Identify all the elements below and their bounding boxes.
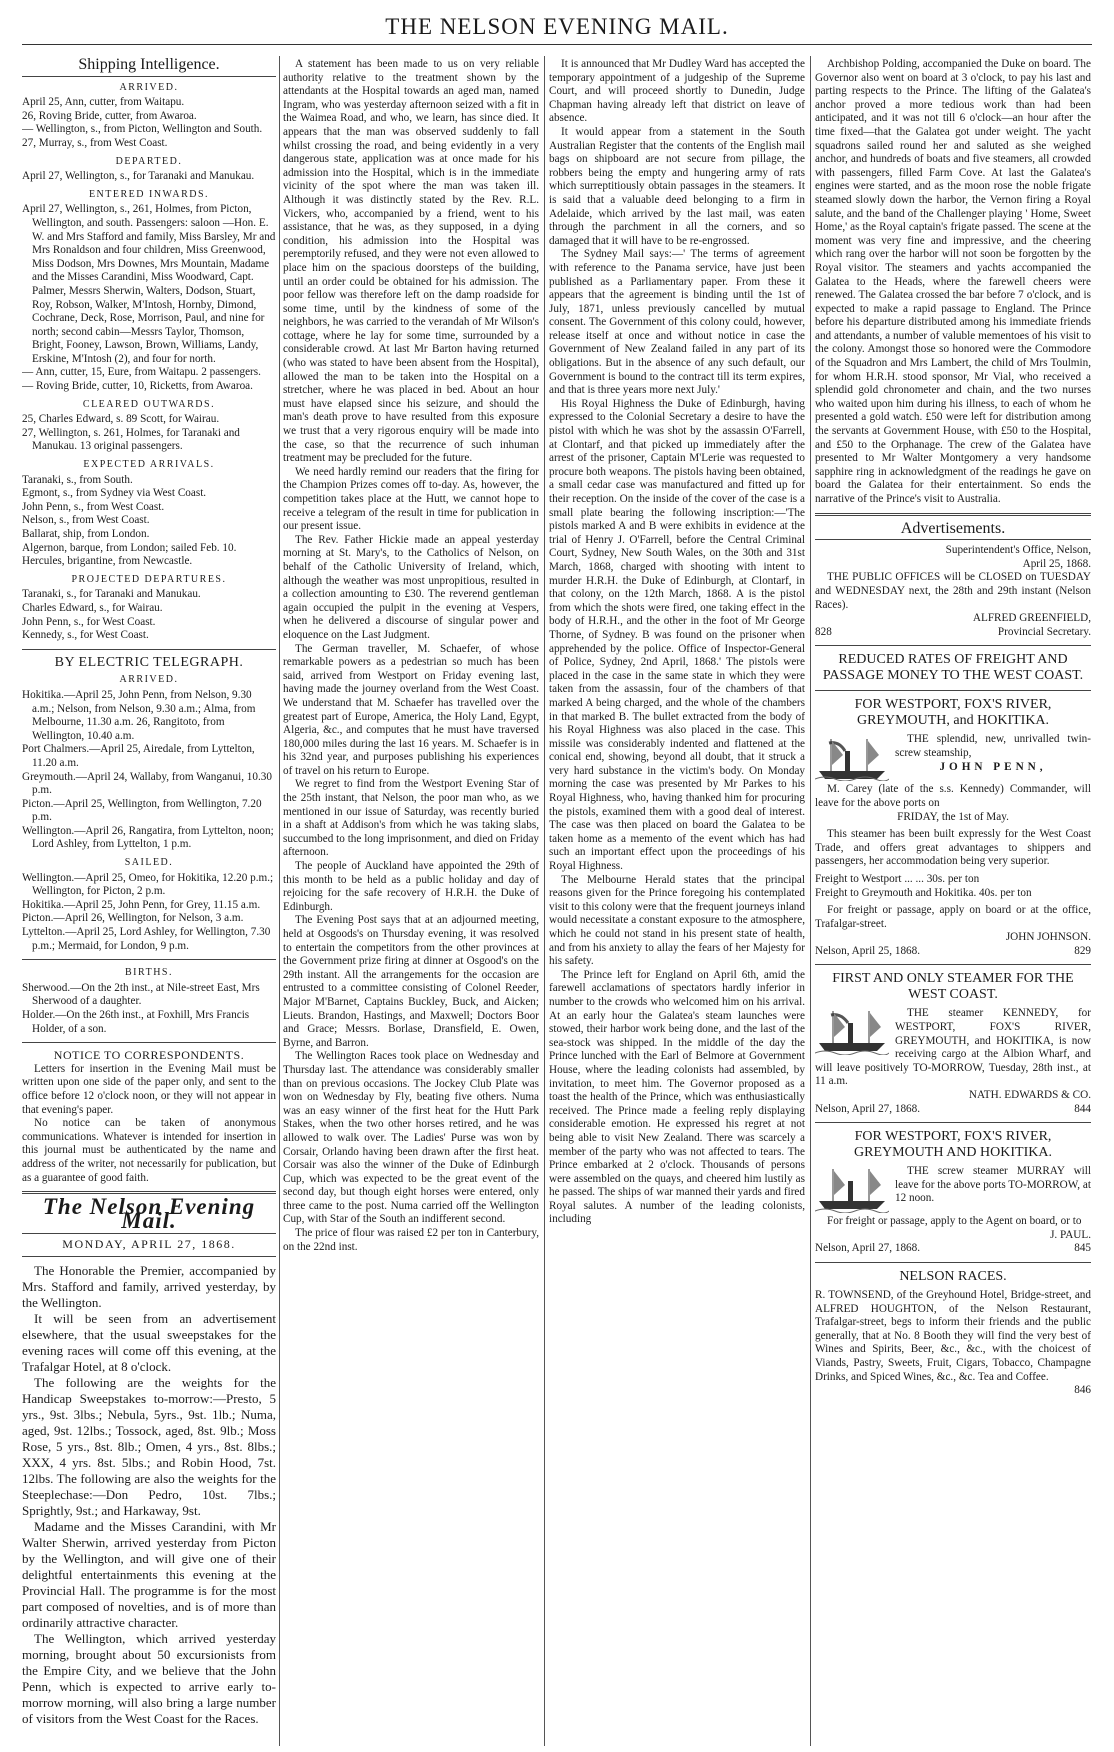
list-item: Charles Edward, s., for Wairau. xyxy=(22,601,163,614)
column-divider xyxy=(810,56,811,1746)
editorial-title: The Nelson Evening Mail. xyxy=(42,1194,256,1233)
divider xyxy=(22,959,276,960)
list-item: — Roving Bride, cutter, 10, Ricketts, from Awaroa. xyxy=(22,380,253,393)
paragraph: The Evening Post says that at an adjourned meeting, held at Osgoods's on Thursday evening, it was resolved to entertain the competitors from the other provinces at the Government prize firing at dinner at Osgood's on the 29th instant. All the arrangements for the occasion are entrusted to a committee consisting of Colonel Reeder, Major M'Barnet, Captains Buckley, Buck, and Aicken; Lieuts. Brandon, Hastings, and Maxwell; Doctors Boor and Grace; Messrs. Borlase, Dransfield, E. Owen, Byrne, and Barron. xyxy=(283,914,539,1049)
masthead-rule xyxy=(22,44,1092,45)
paragraph: The following are the weights for the Handicap Sweepstakes to-morrow:—Presto, 5 yrs., 9st. 3lbs.; Nebula, 5yrs., 9st. 1lb.; Numa, aged, 9st. 12lbs.; Tossock, aged, 8st. 9lb.; Moss Rose, 5 yrs., 8st. 8lb.; Omen, 4 yrs., 8st. 8lbs.; XXX, 4 yrs. 8st. 5lbs.; and Robin Hood, 7st. 12lbs. The following are also the weights for the Steeplechase:—Don Pedro, 10st. 7lbs.; Sprightly, 9st.; and Harkaway, 9st. xyxy=(22,1374,276,1518)
divider xyxy=(815,513,1091,516)
ad-murray xyxy=(815,1129,1091,1256)
column-2-body xyxy=(283,58,539,1254)
ad-murray-body: THE screw steamer MURRAY will leave for the above ports TO-MORROW, at 12 noon. xyxy=(895,1165,1091,1205)
masthead: THE NELSON EVENING MAIL. xyxy=(385,14,729,39)
list-item: Egmont, s., from Sydney via West Coast. xyxy=(22,487,207,500)
telegraph-sailed-list xyxy=(22,872,276,954)
list-item: April 25, Ann, cutter, from Waitapu. xyxy=(22,96,185,109)
ad-kennedy xyxy=(815,971,1091,1116)
ad-kennedy-body: THE steamer KENNEDY, for WESTPORT, FOX'S RIVER, GREYMOUTH, and HOKITIKA, is now receiving cargo at the Albion Wharf, and will leave positively TO-MORROW, Tuesday, 28th inst., at 11 a.m. xyxy=(815,1007,1091,1088)
column-3 xyxy=(549,58,805,1748)
paragraph: We need hardly remind our readers that the firing for the Champion Prizes comes off to-day. As, however, the competition takes place at the Hutt, we cannot hope to receive a telegram of the result in time for publication in our present issue. xyxy=(283,465,539,533)
divider xyxy=(815,964,1091,965)
divider xyxy=(815,539,1091,540)
expected-list xyxy=(22,474,276,569)
list-item: Picton.—April 25, Wellington, from Wellington, 7.20 p.m. xyxy=(22,797,262,824)
subhead: ENTERED INWARDS. xyxy=(88,188,210,200)
paragraph: It is announced that Mr Dudley Ward has accepted the temporary appointment of a judgeship of the Supreme Court, and will proceed shortly to Dunedin, Judge Chapman having already left that district on leave of absence. xyxy=(549,58,805,125)
list-item: Nelson, s., from West Coast. xyxy=(22,514,150,527)
subhead: CLEARED OUTWARDS. xyxy=(82,398,216,410)
list-item: April 27, Wellington, s., for Taranaki and Manukau. xyxy=(22,170,255,183)
telegraph-title: BY ELECTRIC TELEGRAPH. xyxy=(54,654,244,670)
ad-penn-date: FRIDAY, the 1st of May. xyxy=(897,810,1009,823)
ad-kennedy-agent: NATH. EDWARDS & CO. xyxy=(968,1089,1091,1102)
list-item: 25, Charles Edward, s. 89 Scott, for Wairau. xyxy=(22,413,220,426)
ad-nelson-races xyxy=(815,1269,1091,1398)
list-item: Hercules, brigantine, from Newcastle. xyxy=(22,555,193,568)
ad-murray-apply: For freight or passage, apply to the Agent on board, or to xyxy=(827,1215,1082,1228)
ad-number: 846 xyxy=(1074,1384,1091,1397)
ad-kennedy-head: FIRST AND ONLY STEAMER FOR THE WEST COAST. xyxy=(832,971,1074,1003)
paragraph: The Melbourne Herald states that the principal reasons given for the Prince foregoing his contemplated visit to this colony were that the frequent journeys inland would necessitate a constant exposure to the atmosphere, which he could not stand in his present state of health, and from his anxiety to allay the fears of her Majesty for his safety. xyxy=(549,873,805,968)
ad-penn-description: This steamer has been built expressly for the West Coast Trade, and offers great advantages to shippers and passengers, her accommodation being very superior. xyxy=(815,828,1091,868)
ad-kennedy-dated: Nelson, April 27, 1868. xyxy=(815,1102,921,1115)
column-4 xyxy=(815,58,1091,1748)
paragraph: His Royal Highness the Duke of Edinburgh, having expressed to the Colonial Secretary a desire to have the pistol with which he was shot by the assassin O'Farrell, at Clontarf, and that picked up immediately after the arrest of the prisoner, Captain M'Lerie was requested to procure both weapons. The pistols having been obtained, a small cedar case was manufactured and fitted up for their reception. On the inside of the cover of the case is a small plate bearing the following inscription:—'The pistols marked A and B were exhibits in evidence at the trial of Henry J. O'Farrell, before the Central Criminal Court, Sydney, New South Wales, on the 30th and 31st March, 1868, charged with shooting with intent to murder H.R.H. the Duke of Edinburgh, at Clontarf, in that colony, on the 12th March, 1868. A is the pistol from which the shots were fired, one taking effect in the body of H.R.H., and the other in the foot of Mr George Thorne, of Sydney. B was found on the prisoner when apprehended by the police. Office of Inspector-General of Police, Sydney, 2nd April, 1868.' The pistols were placed in the case in the same state in which they were taken from the assassin, four of the chambers of that marked A being charged, and the whole of the chambers in that marked B. The bullet extracted from the body of his Royal Highness was also placed in the case. This missile was considerably indented and flattened at the conical end, showing, beyond all doubt, that it struck a very hard substance in the victim's body. On Monday morning the case was presented by Mr Parkes to his Royal Highness, who, having thanked him for procuring the pistols, examined them with a good deal of interest. The case was then placed on board the Galatea to be taken home as a memento of the event which has had such an important effect upon the proceedings of his Royal Highness. xyxy=(549,397,805,873)
subhead: PROJECTED DEPARTURES. xyxy=(71,573,227,585)
column-divider xyxy=(544,56,545,1746)
departed-list xyxy=(22,170,276,184)
list-item: 27, Murray, s., from West Coast. xyxy=(22,136,168,149)
advertisements-title: Advertisements. xyxy=(900,519,1006,537)
list-item: 26, Roving Bride, cutter, from Awaroa. xyxy=(22,109,197,122)
ad-office-signer: ALFRED GREENFIELD, xyxy=(972,612,1091,625)
column-3-body xyxy=(549,58,805,1227)
ad-penn-head: FOR WESTPORT, FOX'S RIVER, GREYMOUTH, and HOKITIKA. xyxy=(854,697,1052,729)
list-item: Wellington.—April 25, Omeo, for Hokitika, 12.20 p.m.; Wellington, for Picton, 2 p.m. xyxy=(22,871,274,898)
ad-office-line: Superintendent's Office, Nelson, xyxy=(945,544,1091,557)
ad-races-body: R. TOWNSEND, of the Greyhound Hotel, Bridge-street, and ALFRED HOUGHTON, of the Nelson Restaurant, Trafalgar-street, begs to inform their friends and the public generally, that at No. 8 Booth they will find the very best of Wines and Spirits, Beer, &c., &c., with the choicest of Viands, Pastry, Sweets, Fruit, Cigars, Tobacco, Champagne Drinks, and Spiced Wines, &c., &c. Tea and Coffee. xyxy=(815,1289,1091,1383)
list-item: Wellington.—April 26, Rangatira, from Lyttelton, noon; Lord Ashley, from Lyttelton, 1 p.m. xyxy=(22,824,274,851)
paragraph: The Prince left for England on April 6th, amid the farewell acclamations of spectators hardly inferior in number to the crowds who welcomed him on his arrival. At an early hour the Galatea's steam launches were stowed, their harbor work being done, and the last of the sea-stock was shipped. In the middle of the day the Prince lunched with the Earl of Belmore at Government House, where the leading colonists had assembled, by invitation, to meet him. The Governor proposed as a toast the health of the Prince, which was enthusiastically received. The Prince made a feeling reply displaying considerable emotion. He expressed his regret at not being able to visit New Zealand. There was scarcely a member of the party who was not affected to tears. The Prince embarked at 2 o'clock. Thousands of persons were assembled on the quays, and cheered him lustily as he passed. The ships of war manned their yards and fired Royal salutes. A number of the leading colonists, including xyxy=(549,968,805,1226)
divider xyxy=(815,1262,1091,1263)
paragraph: We regret to find from the Westport Evening Star of the 25th instant, that Nelson, the poor man who, as we mentioned in our issue of Saturday, was recently buried in a shaft at Addison's from which he was taking slabs, succumbed to the long imprisonment, and died on Friday afternoon. xyxy=(283,778,539,859)
subhead: ARRIVED. xyxy=(119,674,179,686)
dateline: MONDAY, APRIL 27, 1868. xyxy=(62,1237,236,1252)
paragraph: Letters for insertion in the Evening Mail must be written upon one side of the paper only, and sent to the office before 12 o'clock noon, or they will not appear in that evening's paper. xyxy=(22,1062,276,1116)
ad-penn-agent: JOHN JOHNSON. xyxy=(1005,931,1091,944)
divider xyxy=(815,645,1091,646)
paragraph: The price of flour was raised £2 per ton in Canterbury, on the 22nd inst. xyxy=(283,1227,539,1253)
ad-penn-commander: M. Carey (late of the s.s. Kennedy) Commander, will leave for the above ports on xyxy=(815,783,1091,809)
paragraph: The Sydney Mail says:—' The terms of agreement with reference to the Panama service, have just been published as a Parliamentary paper. From these it appears that the agreement is binding until the 1st of July, 1871, unless previously cancelled by mutual consent. The Government of this colony could, however, release itself at once and without notice in case the Government of New Zealand failed in any part of its obligations. But in the absence of any such default, our Government is bound to the contract till its term expires, and that is three years more next July.' xyxy=(549,248,805,397)
list-item: Kennedy, s., for West Coast. xyxy=(22,629,149,642)
list-item: Sherwood.—On the 2th inst., at Nile-street East, Mrs Sherwood of a daughter. xyxy=(22,981,260,1008)
ad-office-body: THE PUBLIC OFFICES will be CLOSED on TUESDAY and WEDNESDAY next, the 28th and 29th instant (Nelson Races). xyxy=(815,571,1091,611)
paragraph: The Honorable the Premier, accompanied by Mrs. Stafford and family, arrived yesterday, by the Wellington. xyxy=(22,1262,276,1310)
ad-penn-ship-name: JOHN PENN, xyxy=(939,760,1047,773)
births-list xyxy=(22,982,276,1036)
paragraph: The people of Auckland have appointed the 29th of this month to be held as a public holiday and day of rejoicing for the safe recovery of H.R.H. the Duke of Edinburgh. xyxy=(283,860,539,913)
list-item: Port Chalmers.—April 25, Airedale, from Lyttelton, 11.20 a.m. xyxy=(22,743,255,769)
list-item: Hokitika.—April 25, John Penn, for Grey, 11.15 a.m. xyxy=(22,898,261,911)
telegraph-arrived-list xyxy=(22,689,276,852)
list-item: Picton.—April 26, Wellington, for Nelson, 3 a.m. xyxy=(22,912,244,925)
paragraph: It will be seen from an advertisement elsewhere, that the usual sweepstakes for the evening races will come off this evening, at the Trafalgar Hotel, at 8 o'clock. xyxy=(22,1310,276,1374)
births-title: BIRTHS. xyxy=(125,967,173,979)
notice-body xyxy=(22,1063,276,1185)
ad-penn-freight-1: Freight to Westport ... ... 30s. per ton xyxy=(815,872,980,885)
paragraph: No notice can be taken of anonymous communications. Whatever is intended for insertion in this journal must be authenticated by the name and address of the writer, not necessarily for publication, but as a guarantee of good faith. xyxy=(22,1117,276,1184)
column-1 xyxy=(22,58,276,1748)
divider xyxy=(22,649,276,650)
paragraph: The Rev. Father Hickie made an appeal yesterday morning at St. Mary's, to the Catholics of Nelson, on behalf of the Catholic University of Ireland, which, although the weather was most unpropitious, resulted in a collection amounting to £30. The reverend gentleman again occupied the pulpit in the evening at Vespers, when he delivered a discourse of singular power and eloquence on the Last Judgment. xyxy=(283,533,539,641)
column-2 xyxy=(283,58,539,1748)
list-item: Taranaki, s., for Taranaki and Manukau. xyxy=(22,588,201,601)
list-item: Hokitika.—April 25, John Penn, from Nelson, 9.30 a.m.; Nelson, from Nelson, 9.30 a.m.; Alma, from Melbourne, 11.30 a.m. 26, Rangitoto, from Wellington, 10.40 a.m. xyxy=(22,688,256,742)
list-item: Algernon, barque, from London; sailed Feb. 10. xyxy=(22,541,237,554)
ad-number: 829 xyxy=(1074,944,1091,957)
paragraph: A statement has been made to us on very reliable authority relative to the treatment shown by the attendants at the Hospital towards an aged man, named Ingram, who was yesterday afternoon seized with a fit in the Waimea Road, and who, we learn, has since died. It appears that the man was observed suddenly to fall whilst crossing the road, and being evidently in a very dangerous state, application was at once made for his admission into the Hospital, which is in the immediate vicinity of the spot where the man was taken ill. Although it was distinctly stated by the Rev. R.L. Vickers, who, accompanied by a friend, went to his assistance, that he was, as they supposed, in a dying condition, his admission into the Hospital was peremptorily refused, and they were not even allowed to place him on the spacious doorsteps of the building, until an order could be obtained for his admission. The poor fellow was therefore left on the damp roadside for some time, until by the kindness of some of the neighbors, he was carried to the verandah of Mr Wilson's cottage, where he lay for some time, surrounded by a considerable crowd. At last Mr Barton having returned (who was stated to have been absent from the Hospital), allowed the man to be taken into the Hospital on a stretcher, where he was placed in bed. About an hour must have elapsed since his seizure, and should the man's death prove to have resulted from this exposure we trust that a very rigorous enquiry will be made into the case, so that the recurrence of such inhuman treatment may be precluded for the future. xyxy=(283,58,539,465)
paragraph: The Wellington Races took place on Wednesday and Thursday last. The attendance was considerably smaller than on previous occasions. The Jockey Club Plate was won on Wednesday by Fly, beating five others. Numa was an easy winner of the first heat for the Hutt Park Stakes, when the two other horses retired, and he was allowed to walk over. The Ladies' Purse was won by Corsair, Orlando having been drawn after the first heat. Corsair was also the winner of the Duke of Edinburgh Cup, which was expected to be the great event of the second day, but though eight horses were entered, only three came to the post. Numa carried off the Wellington Cup, with Star of the South an indifferent second. xyxy=(283,1050,539,1226)
list-item: Holder.—On the 26th inst., at Foxhill, Mrs Francis Holder, of a son. xyxy=(22,1009,250,1035)
notice-title: NOTICE TO CORRESPONDENTS. xyxy=(53,1048,245,1063)
list-item: April 27, Wellington, s., 261, Holmes, from Picton, Wellington, and south. Passengers: saloon —Hon. E. W. and Mrs Stafford and family, Miss Barsley, Mr and Mrs Ronaldson and four children, Miss Greenwood, Miss Dodson, Mrs Downes, Mrs Mountain, Madame and the Misses Carandini, Miss Woodward, Capt. Palmer, Messrs Sherwin, Walters, Dodson, Stuart, Roy, Robson, Walker, M'Intosh, Hornby, Dimond, Cochrane, Deck, Rose, Morrison, Paul, and nine for north; second cabin—Messrs Taylor, Thomson, Bright, Fooney, Lawson, Brown, Williams, Landy, Erskine, M'Intosh (2), and four for north. xyxy=(22,203,276,365)
ad-number: 844 xyxy=(1074,1102,1091,1115)
list-item: Lyttelton.—April 25, Lord Ashley, for Wellington, 7.30 p.m.; Mermaid, for London, 9 p.m. xyxy=(22,926,271,952)
shipping-title: Shipping Intelligence. xyxy=(78,58,220,73)
ad-races-head: NELSON RACES. xyxy=(899,1269,1007,1284)
list-item: 27, Wellington, s. 261, Holmes, for Taranaki and Manukau. 13 original passengers. xyxy=(22,426,240,453)
column-4-body xyxy=(815,58,1091,507)
list-item: Greymouth.—April 24, Wallaby, from Wanganui, 10.30 p.m. xyxy=(22,770,272,797)
projected-list xyxy=(22,588,276,642)
paragraph: The German traveller, M. Schaefer, of whose remarkable powers as a pedestrian so much has been said, arrived from Westport on Friday evening last, having made the journey overland from the West Coast. We understand that M. Schaefer has travelled over the greatest part of Europe, America, the Holy Land, Egypt, Algeria, &c., and computes that he must have traversed 180,000 miles during the last 16 years. M. Schaefer is in his 32nd year, and purposes publishing his experiences of travel on his return to Europe. xyxy=(283,642,539,777)
ad-penn-freight-2: Freight to Greymouth and Hokitika. 40s. per ton xyxy=(815,886,1032,899)
steamship-icon xyxy=(815,1009,889,1055)
divider xyxy=(22,1233,276,1234)
list-item: Ballarat, ship, from London. xyxy=(22,528,150,540)
divider xyxy=(22,1042,276,1043)
paragraph: Archbishop Polding, accompanied the Duke on board. The Governor also went on board at 3 o'clock, to pay his last and parting respects to the Prince. The lifting of the Galatea's anchor proved a more tedious work than had been anticipated, and it was not till 6 o'clock—an hour after the time fixed—that the Galatea got under weight. The yacht squadrons sailed round her and saluted as she weighed anchor, and hundreds of boats and five steamers, all crowded with passengers, filled Farm Cove. At last the Galatea's engines were started, and as the moon rose the noble frigate steamed slowly down the harbor, the Vernon firing a Royal salute, and the band of the Challenger playing ' Home, Sweet Home,' as the Royal captain's frigate passed. The scene at the moment was very fine and impressive, and the cheering which rang over the harbor will not soon be forgotten by the Royal visitor. The steamers and yachts accompanied the Galatea to the Heads, where the farewell cheers were renewed. The Galatea crossed the bar before 7 o'clock, and is expected to make a rapid passage to England. The Prince before his departure distributed among his immediate friends and attendants, a number of valuble mementoes of his visit to the colony. Amongst those so honored were the Commodore of the Squadron and Mrs Lambert, the child of Mrs Toulmin, for whom H.R.H. stood sponsor, Mr Vial, who received a splendid gold chronometer and chain, and the two nurses who waited upon him during his illness, to each of whom he presented a gold watch. £50 were left for distribution among the servants at Government House, with £50 to the Hospital, and £50 to the Orphanage. The crew of the Galatea have presented to Mr Walter Montgomery a very handsome sapphire ring in acknowledgment of the readings he gave on board the Galatea for their entertainment. So ends the narrative of the Prince's visit to Australia. xyxy=(815,58,1091,505)
ad-murray-agent: J. PAUL. xyxy=(1050,1228,1091,1241)
ad-penn-body: THE splendid, new, unrivalled twin-screw steamship, xyxy=(895,733,1091,759)
list-item: John Penn, s., for West Coast. xyxy=(22,615,156,628)
column-divider xyxy=(279,56,280,1746)
list-item: Taranaki, s., from South. xyxy=(22,473,133,486)
ad-reduced-rates: REDUCED RATES OF FREIGHT AND PASSAGE MONEY TO THE WEST COAST. xyxy=(822,652,1084,684)
list-item: — Wellington, s., from Picton, Wellington and South. xyxy=(22,123,263,136)
list-item: — Ann, cutter, 15, Eure, from Waitapu. 2 passengers. xyxy=(22,366,261,379)
paragraph: The Wellington, which arrived yesterday morning, brought about 50 excursionists from the Empire City, and we believe that the John Penn, which is expected to arrive early to-morrow morning, will also bring a large number of visitors from the West Coast for the Races. xyxy=(22,1630,276,1726)
paragraph: It would appear from a statement in the South Australian Register that the contents of the English mail bags on shipboard are not secure from pillage, the robbers being the empty and hungering army of rats which surreptitiously obtain passages in the steamers. It is said that a valuable deed belonging to a firm in Adelaide, which arrived by the last mail, was eaten through the parchment in all the corners, and so damaged that it will have to be re-engrossed. xyxy=(549,125,805,247)
divider xyxy=(22,1256,276,1257)
ad-number: 828 xyxy=(815,625,832,638)
subhead: EXPECTED ARRIVALS. xyxy=(83,459,215,471)
ad-office-date: April 25, 1868. xyxy=(1022,557,1091,570)
ad-penn-dated: Nelson, April 25, 1868. xyxy=(815,944,921,957)
cleared-list xyxy=(22,413,276,454)
divider xyxy=(815,690,1091,691)
paragraph: Madame and the Misses Carandini, with Mr Walter Sherwin, arrived yesterday from Picton by the Wellington, and will give one of their delightful entertainments this evening at the Provincial Hall. The programme is for the most part composed of novelties, and is of more than ordinarily attractive character. xyxy=(22,1518,276,1630)
ad-number: 845 xyxy=(1074,1242,1091,1255)
editorial-body xyxy=(22,1263,276,1727)
subhead: DEPARTED. xyxy=(115,155,183,167)
steamship-icon xyxy=(815,1167,889,1213)
steamship-icon xyxy=(815,735,889,781)
ad-murray-dated: Nelson, April 27, 1868. xyxy=(815,1242,921,1255)
ad-penn-apply: For freight or passage, apply on board or at the office, Trafalgar-street. xyxy=(815,904,1091,930)
subhead: ARRIVED. xyxy=(119,81,179,93)
list-item: John Penn, s., from West Coast. xyxy=(22,500,165,513)
subhead: SAILED. xyxy=(124,857,174,869)
ad-john-penn xyxy=(815,697,1091,958)
ad-public-offices xyxy=(815,544,1091,639)
divider xyxy=(815,1122,1091,1123)
ad-office-role: Provincial Secretary. xyxy=(997,625,1091,638)
entered-list xyxy=(22,203,276,393)
ad-murray-head: FOR WESTPORT, FOX'S RIVER, GREYMOUTH AND HOKITIKA. xyxy=(854,1129,1052,1161)
arrived-list xyxy=(22,96,276,150)
divider xyxy=(22,76,276,77)
